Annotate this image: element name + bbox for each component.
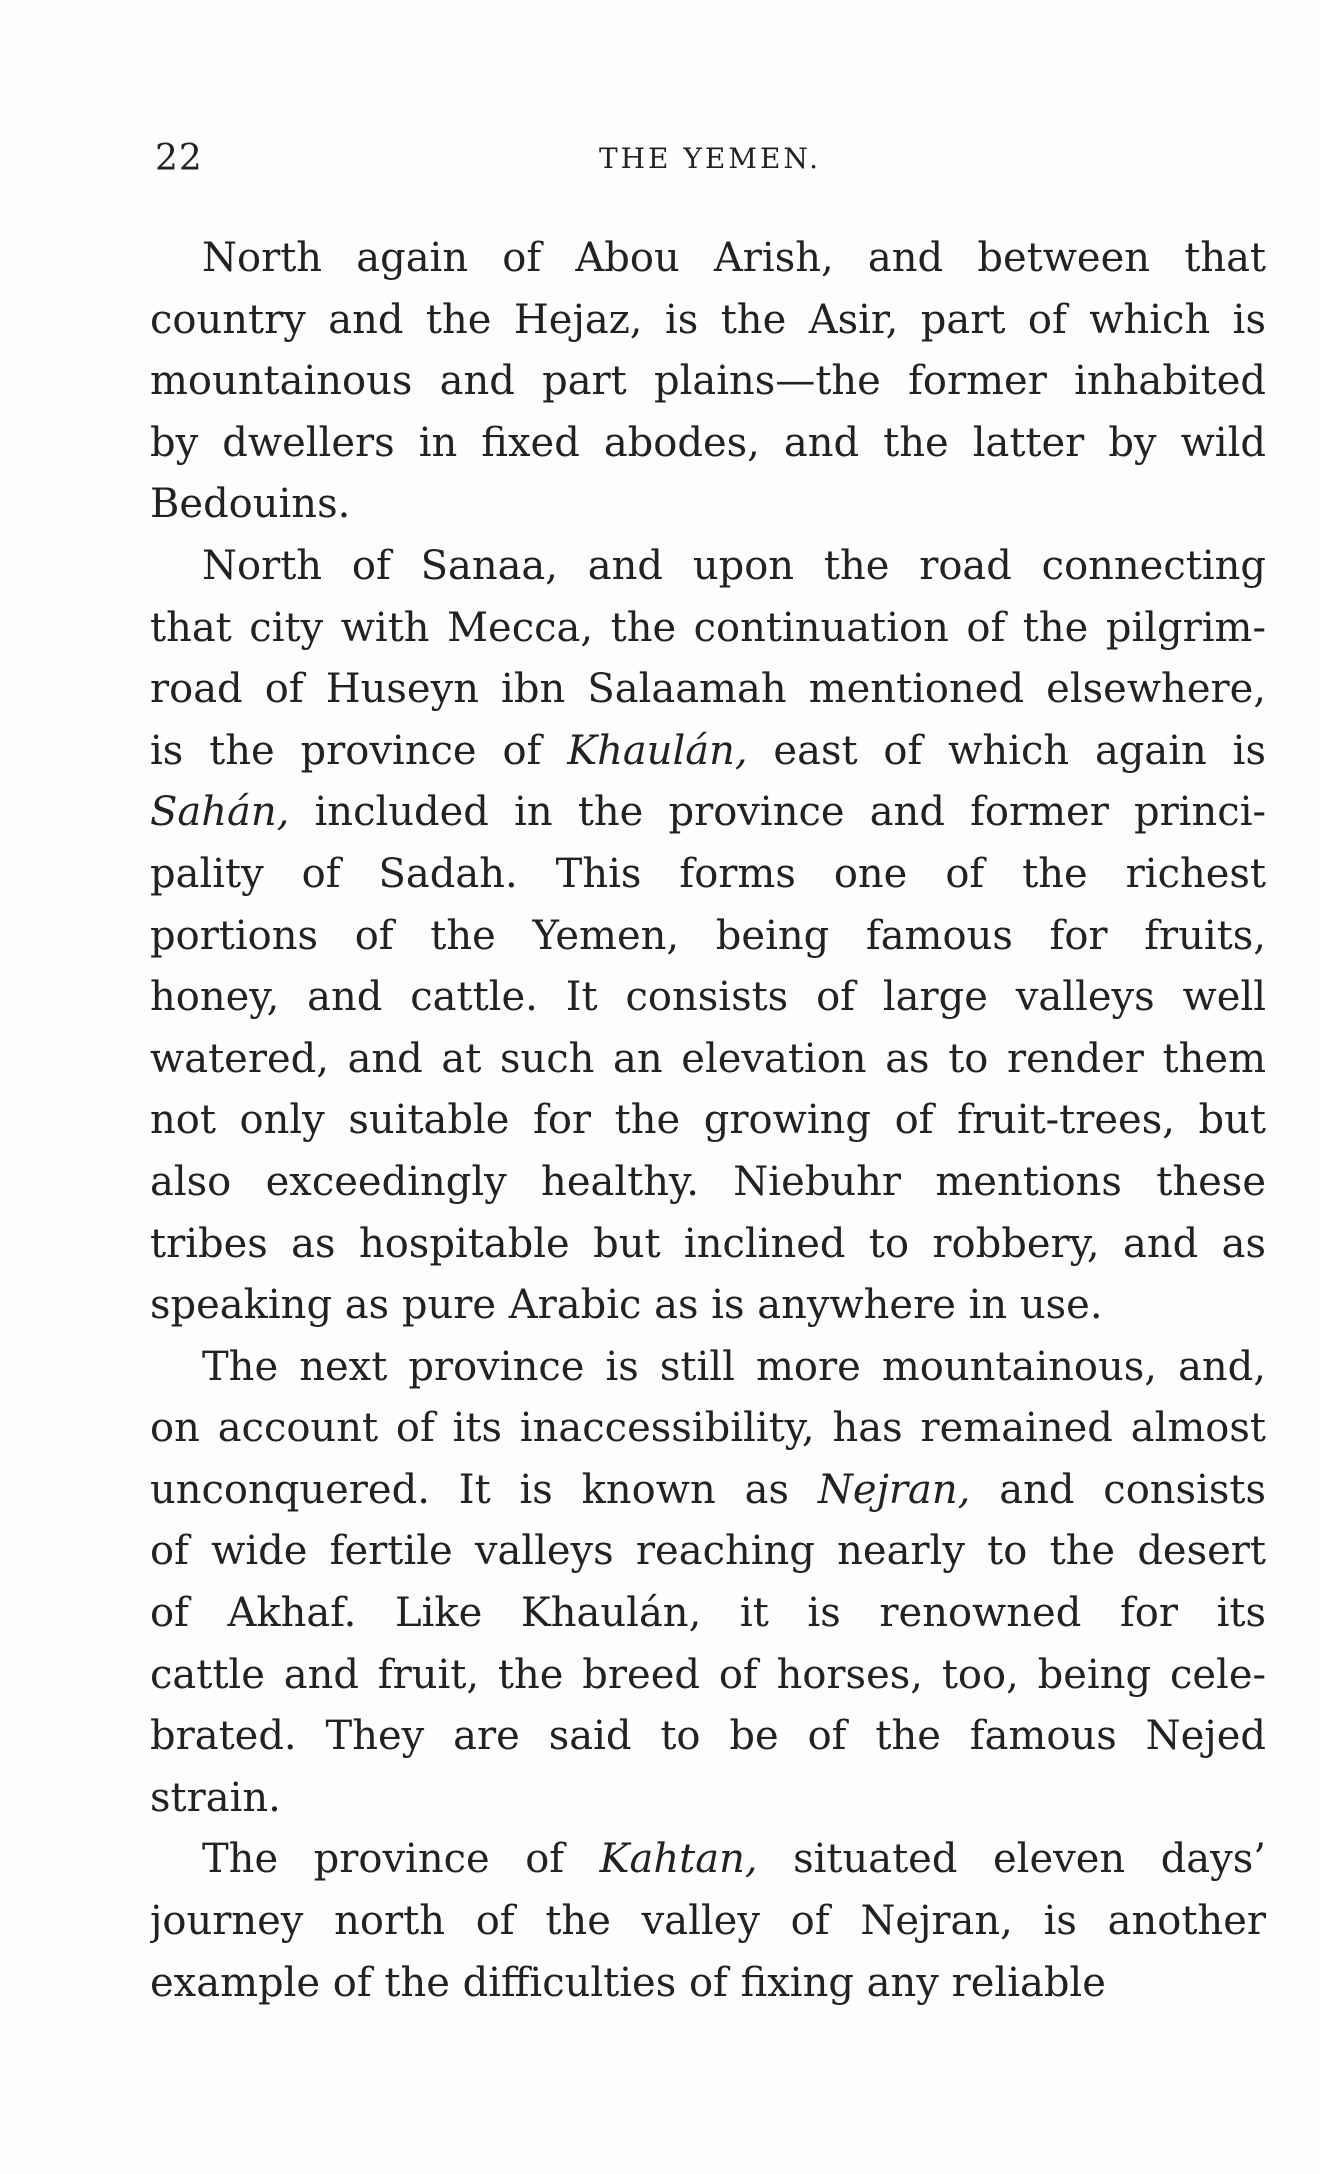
text-span: pality of Sadah. This forms one of the richest [150, 850, 1266, 897]
text-line [150, 228, 1266, 290]
text-line [150, 1706, 1266, 1768]
text-line [150, 1275, 1266, 1337]
text-line [150, 413, 1266, 475]
text-span: of Akhaf. Like Khaulán, it is renowned for its [150, 1590, 1266, 1637]
text-span: cattle and fruit, the breed of horses, too, being cele- [150, 1651, 1266, 1698]
paragraph [150, 228, 1266, 536]
italic-text: Nejran, [817, 1466, 971, 1513]
italic-text: Kahtan, [599, 1836, 758, 1883]
text-span: brated. They are said to be of the famous Nejed [150, 1713, 1266, 1760]
running-head [155, 138, 1265, 188]
text-span: tribes as hospitable but inclined to robbery, and as [150, 1220, 1266, 1267]
italic-text: Sahán, [150, 789, 290, 836]
text-span: situated eleven days’ [757, 1836, 1266, 1883]
text-span: not only suitable for the growing of fruit-trees, but [150, 1097, 1266, 1144]
text-span: speaking as pure Arabic as is anywhere in use. [150, 1282, 1103, 1329]
text-line [150, 290, 1266, 352]
text-span: North again of Abou Arish, and between that [202, 235, 1266, 281]
text-line [150, 1090, 1266, 1152]
text-line [150, 1337, 1266, 1399]
text-line [150, 1029, 1266, 1091]
text-span: journey north of the valley of Nejran, is another [150, 1898, 1266, 1945]
text-line [150, 1398, 1266, 1460]
text-span: that city with Mecca, the continuation of the pilgrim- [150, 604, 1266, 651]
text-span: country and the Hejaz, is the Asir, part of which is [150, 296, 1266, 343]
text-line [150, 906, 1266, 968]
text-span: strain. [150, 1774, 281, 1821]
text-span: mountainous and part plains—the former inhabited [150, 358, 1266, 405]
text-line [150, 1152, 1266, 1214]
text-line [150, 844, 1266, 906]
text-span: portions of the Yemen, being famous for fruits, [150, 912, 1266, 959]
text-span: North of Sanaa, and upon the road connecting [202, 542, 1266, 589]
text-span: honey, and cattle. It consists of large valleys well [150, 974, 1266, 1021]
text-span: road of Huseyn ibn Salaamah mentioned elsewhere, [150, 666, 1266, 713]
text-line [150, 1460, 1266, 1522]
text-span: on account of its inaccessibility, has remained almost [150, 1405, 1266, 1452]
paragraph [150, 536, 1266, 1337]
text-span: of wide fertile valleys reaching nearly to the desert [150, 1528, 1266, 1575]
text-line [150, 1768, 1266, 1830]
paragraph [150, 1337, 1266, 1830]
text-span: unconquered. It is known as [150, 1466, 818, 1513]
text-line [150, 967, 1266, 1029]
text-line [150, 659, 1266, 721]
text-span: by dwellers in fixed abodes, and the latter by wild [150, 419, 1266, 466]
text-span: included in the province and former princi- [289, 789, 1266, 836]
text-line [150, 1953, 1266, 2015]
paragraph [150, 1829, 1266, 2014]
text-line [150, 1829, 1266, 1891]
text-line [150, 474, 1266, 536]
text-span: The next province is still more mountainous, and, [202, 1343, 1266, 1390]
text-line [150, 1583, 1266, 1645]
text-span: watered, and at such an elevation as to render them [150, 1035, 1266, 1082]
text-line [150, 351, 1266, 413]
text-line [150, 1645, 1266, 1707]
text-line [150, 721, 1266, 783]
text-span: Bedouins. [150, 481, 351, 528]
page-number: 22 [155, 138, 203, 179]
text-line [150, 782, 1266, 844]
text-span: The province of [202, 1836, 600, 1883]
text-line [150, 1214, 1266, 1276]
text-span: east of which again is [747, 727, 1266, 774]
text-span: is the province of [150, 727, 568, 774]
text-line [150, 536, 1266, 598]
body-text [150, 228, 1266, 2014]
running-title: THE YEMEN. [598, 142, 822, 175]
text-line [150, 598, 1266, 660]
text-line [150, 1521, 1266, 1583]
text-span: example of the difficulties of fixing any reliable [150, 1959, 1106, 2006]
italic-text: Khaulán, [567, 727, 748, 774]
text-span: and consists [970, 1466, 1266, 1513]
text-span: also exceedingly healthy. Niebuhr mentions these [150, 1158, 1266, 1205]
text-line [150, 1891, 1266, 1953]
